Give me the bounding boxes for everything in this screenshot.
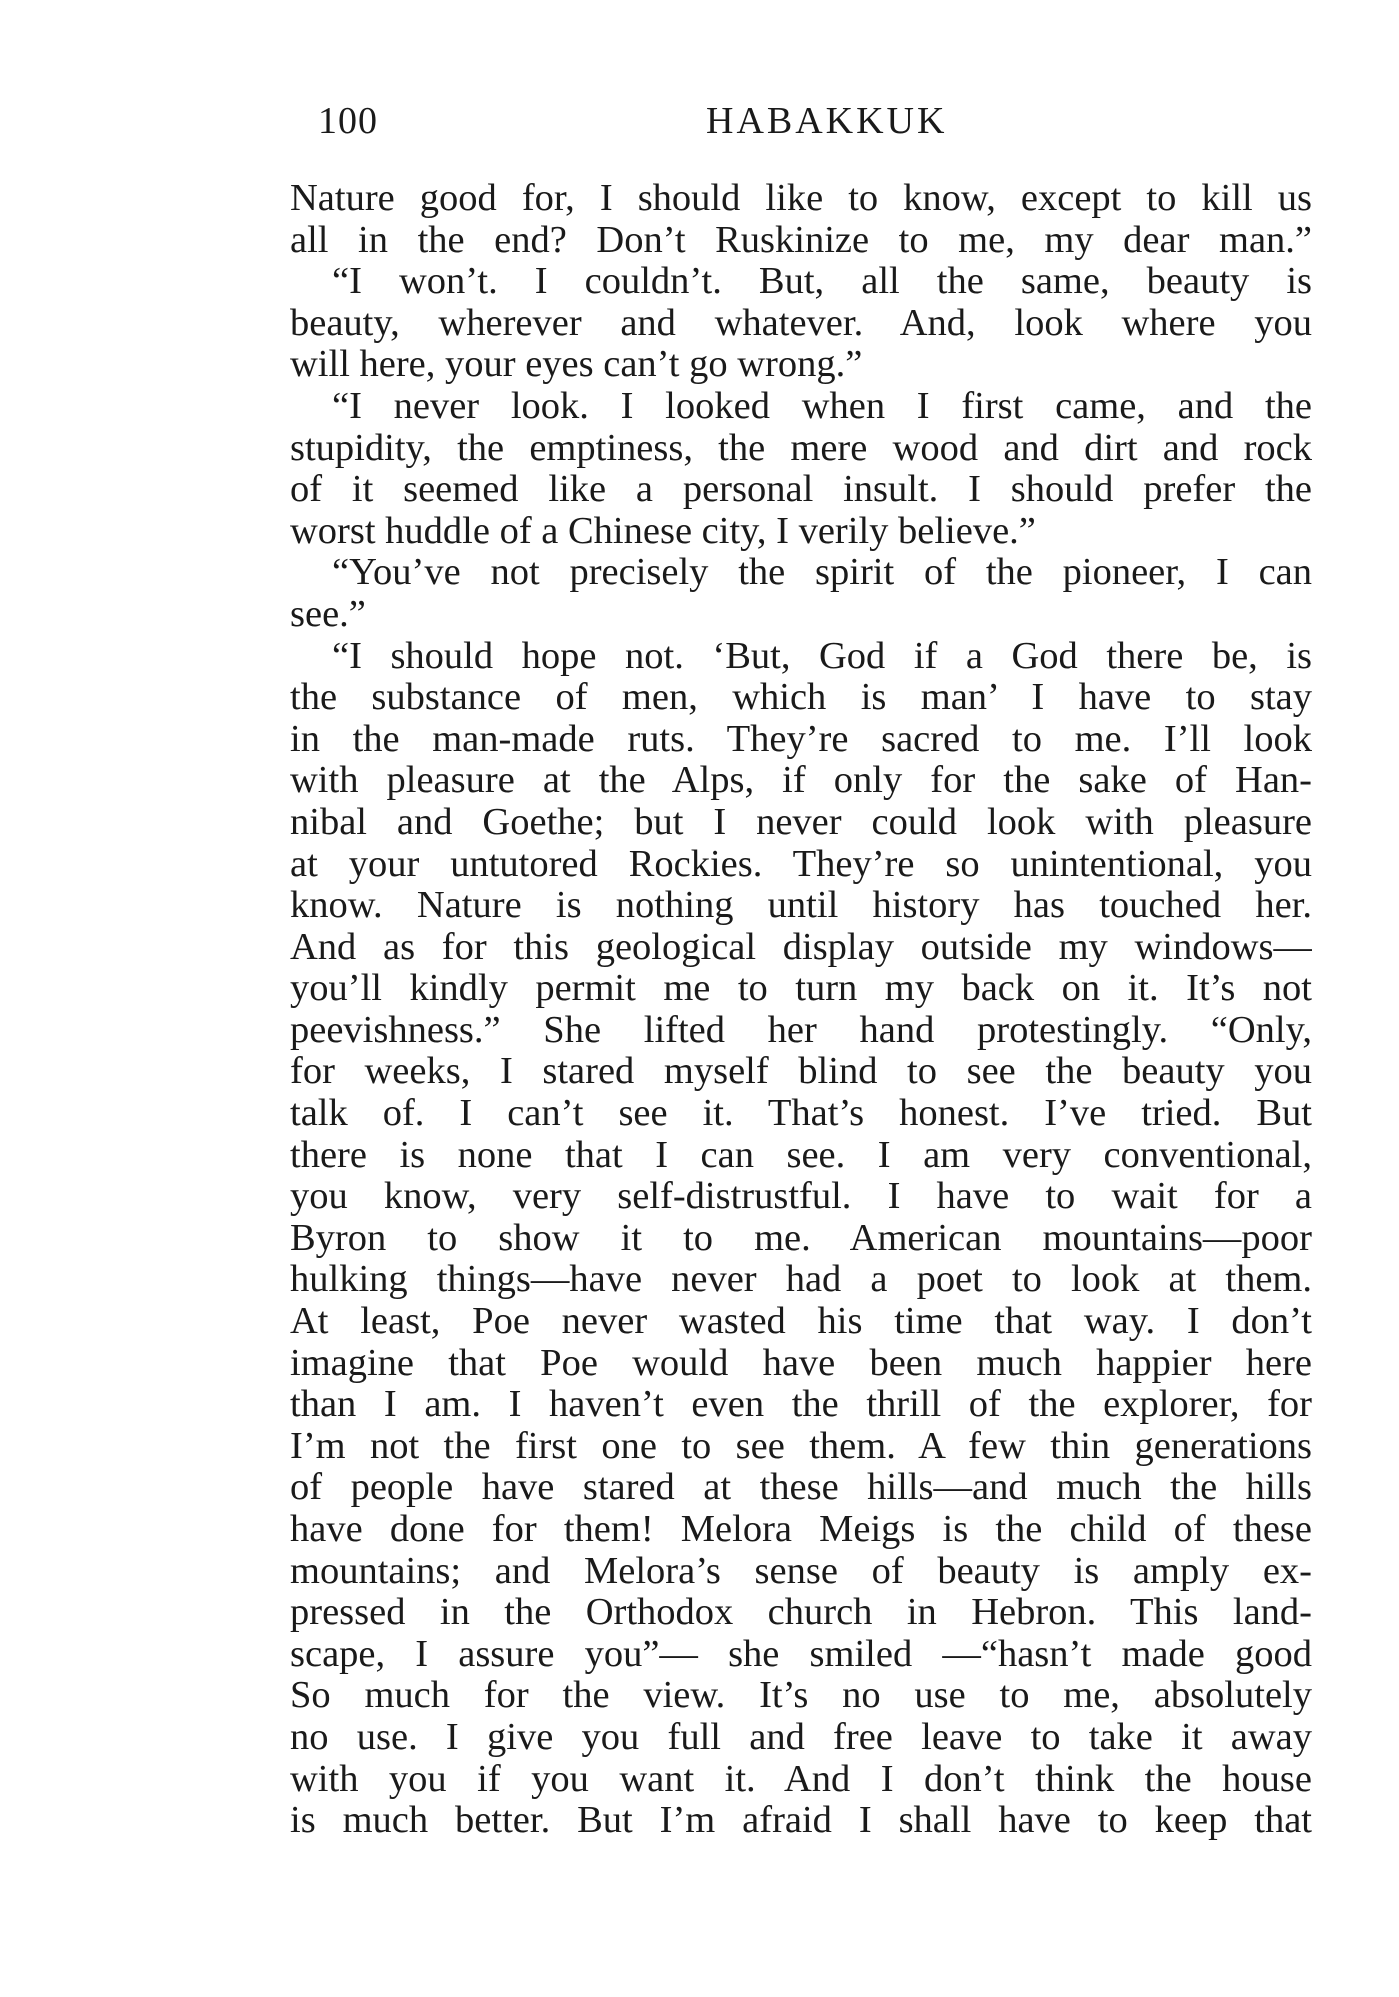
text-line: hulking things—have never had a poet to look at them. [290, 1259, 1312, 1301]
page-header [318, 96, 1330, 146]
body-text [290, 178, 1312, 1842]
page-number: 100 [318, 100, 378, 142]
text-line: imagine that Poe would have been much happier here [290, 1342, 1312, 1384]
text-line: worst huddle of a Chinese city, I verily believe.” [290, 510, 1036, 552]
text-line: “I won’t. I couldn’t. But, all the same, beauty is [332, 261, 1312, 303]
text-line: the substance of men, which is man’ I have to stay [290, 677, 1312, 719]
text-line: nibal and Goethe; but I never could look with pleasure [290, 801, 1312, 843]
text-line: talk of. I can’t see it. That’s honest. I’ve tried. But [290, 1093, 1312, 1135]
text-line: And as for this geological display outside my windows— [290, 926, 1312, 968]
running-title: HABAKKUK [706, 100, 948, 142]
text-line: know. Nature is nothing until history has touched her. [290, 885, 1312, 927]
text-line: have done for them! Melora Meigs is the child of these [290, 1509, 1312, 1550]
text-line: for weeks, I stared myself blind to see the beauty you [290, 1051, 1312, 1093]
text-line: you’ll kindly permit me to turn my back on it. It’s not [290, 968, 1312, 1010]
text-line: At least, Poe never wasted his time that way. I don’t [290, 1301, 1312, 1343]
text-line: you know, very self-distrustful. I have to wait for a [290, 1176, 1312, 1218]
text-line: of it seemed like a personal insult. I should prefer the [290, 469, 1312, 511]
text-line: is much better. But I’m afraid I shall have to keep that [290, 1800, 1312, 1842]
text-line: peevishness.” She lifted her hand protestingly. “Only, [290, 1009, 1312, 1051]
text-line: pressed in the Orthodox church in Hebron. This land- [290, 1592, 1312, 1634]
text-line: scape, I assure you”— she smiled —“hasn’t made good [290, 1633, 1312, 1675]
text-line: at your untutored Rockies. They’re so unintentional, you [290, 843, 1312, 885]
text-line: than I am. I haven’t even the thrill of the explorer, for [290, 1384, 1312, 1426]
text-line: “I should hope not. ‘But, God if a God there be, is [332, 635, 1312, 677]
text-line: Nature good for, I should like to know, except to kill us [290, 178, 1312, 219]
text-line: will here, your eyes can’t go wrong.” [290, 344, 863, 386]
text-line: So much for the view. It’s no use to me, absolutely [290, 1675, 1312, 1717]
text-line: see.” [290, 593, 366, 635]
text-line: there is none that I can see. I am very conventional, [290, 1134, 1312, 1176]
text-line: in the man-made ruts. They’re sacred to me. I’ll look [290, 718, 1312, 760]
text-line: all in the end? Don’t Ruskinize to me, my dear man.” [290, 219, 1312, 261]
text-line: mountains; and Melora’s sense of beauty is amply ex- [290, 1550, 1312, 1592]
text-line: Byron to show it to me. American mountains—poor [290, 1217, 1312, 1259]
text-line: “You’ve not precisely the spirit of the pioneer, I can [332, 552, 1312, 594]
text-line: no use. I give you full and free leave to take it away [290, 1716, 1312, 1758]
text-line: beauty, wherever and whatever. And, look where you [290, 302, 1312, 344]
text-line: I’m not the first one to see them. A few thin generations [290, 1425, 1312, 1467]
text-line: with pleasure at the Alps, if only for the sake of Han- [290, 760, 1312, 802]
text-line: “I never look. I looked when I first came, and the [332, 385, 1312, 427]
text-line: stupidity, the emptiness, the mere wood and dirt and rock [290, 427, 1312, 469]
text-line: of people have stared at these hills—and much the hills [290, 1467, 1312, 1509]
text-line: with you if you want it. And I don’t think the house [290, 1758, 1312, 1800]
